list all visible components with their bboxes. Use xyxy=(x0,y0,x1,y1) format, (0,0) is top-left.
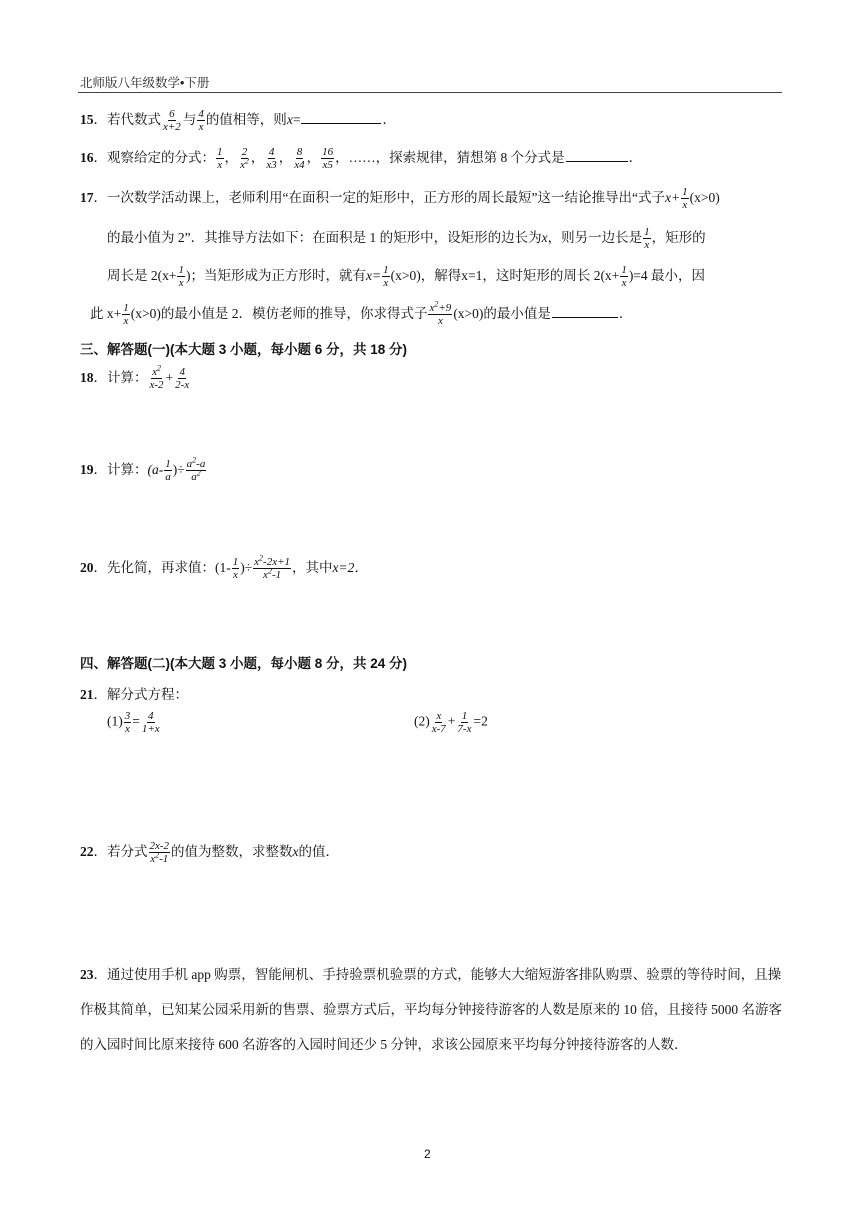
section-4-title: 四、解答题(二)(本大题 3 小题，每小题 8 分，共 24 分) xyxy=(80,656,408,671)
q17-text: (x>0)的最小值是 2．模仿老师的推导，你求得式子 xyxy=(130,306,428,321)
expression: x+ xyxy=(664,190,681,205)
fraction: $\frac{x^2}{x-2}$ xyxy=(149,363,164,392)
question-number: 23 xyxy=(80,967,94,982)
question-18 xyxy=(80,363,191,392)
separator: ， xyxy=(224,150,238,165)
fraction: $\frac{1}{x}$ xyxy=(621,264,627,290)
fraction: $\frac{2x-2}{x^2-1}$ xyxy=(149,840,170,866)
q17-text: 此 x+ xyxy=(90,306,122,321)
question-number: 18 xyxy=(80,370,94,385)
fraction: $\frac{4}{1+x}$ xyxy=(141,710,160,735)
q16-prefix: ．观察给定的分式： xyxy=(93,150,215,165)
variable: x xyxy=(541,230,548,245)
q21-prefix: ．解分式方程： xyxy=(93,687,188,702)
question-16 xyxy=(80,146,642,171)
q22-prefix: ．若分式 xyxy=(93,844,148,859)
separator: ， xyxy=(306,150,321,165)
q22-text: 的值． xyxy=(298,844,340,859)
operator: )÷ xyxy=(240,560,253,575)
fraction: $\frac{x^2+9}{x}$ xyxy=(429,299,452,328)
fraction: $\frac{3}{x}$ xyxy=(124,710,131,735)
operator: = xyxy=(132,713,140,729)
answer-blank[interactable] xyxy=(552,304,618,318)
q15-connector: 与 xyxy=(182,112,197,127)
q23-text: ．通过使用手机 app 购票，智能闸机、手持验票机验票的方式，能够大大缩短游客排队购票、验票的等待时间，且操作极其简单，已知某公园采用新的售票、验票方式后，平均每分钟接待游客的人数是原来的 10 倍，且接待 5000 名游客的入园时间比原来接待 600 名游客的入园时间还少 5 分钟，求该公园原来平均每分钟接待游客的人数． xyxy=(80,967,782,1052)
q17-text: 的最小值为 2”．其推导方法如下：在面积是 1 的矩形中，设矩形的边长为 xyxy=(107,230,542,245)
fraction: $\frac{1}{x}$ xyxy=(123,302,129,328)
operator: )÷ xyxy=(172,462,185,477)
period: ． xyxy=(618,306,633,321)
q17-text: (x>0)的最小值是 xyxy=(453,306,551,321)
period: ． xyxy=(382,112,396,127)
question-23 xyxy=(80,957,782,1062)
q17-text: ，则另一边长是 xyxy=(547,230,643,245)
question-number: 19 xyxy=(80,462,94,477)
question-17-line-2 xyxy=(107,226,706,251)
fraction: $\frac{x}{x-7}$ xyxy=(431,710,446,735)
question-19 xyxy=(80,455,207,484)
fraction: $\frac{2}{x^2}$ xyxy=(240,146,249,172)
part-label: (2) xyxy=(414,713,430,729)
fraction: $\frac{1}{7-x}$ xyxy=(457,710,472,735)
period: ． xyxy=(628,150,643,165)
separator: ， xyxy=(278,150,293,165)
question-21-part-1 xyxy=(107,710,162,735)
fraction: $\frac{1}{x}$ xyxy=(232,556,239,582)
q17-text: x=1，这时矩形的周长 2(x+ xyxy=(461,268,620,283)
fraction: $\frac{1}{x}$ xyxy=(644,226,650,252)
condition: x=2． xyxy=(332,560,368,575)
expression: (a- xyxy=(147,462,164,477)
answer-blank[interactable] xyxy=(566,148,628,162)
q17-text: (x>0)，解得 xyxy=(390,268,462,283)
q18-prefix: ．计算： xyxy=(93,370,148,385)
variable: x xyxy=(286,112,293,127)
variable: x xyxy=(292,844,299,859)
q15-text: 的值相等，则 xyxy=(205,112,287,127)
fraction: $\frac{6}{x+2}$ xyxy=(163,108,181,134)
equals: = xyxy=(292,112,301,127)
fraction: $\frac{x^2-2x+1}{x^2-1}$ xyxy=(254,553,291,582)
q16-fractions xyxy=(215,146,349,172)
question-20 xyxy=(80,553,368,582)
fraction: $\frac{1}{x}$ xyxy=(178,264,184,290)
q20-prefix: ．先化简，再求值： xyxy=(93,560,215,575)
question-number: 17 xyxy=(80,190,94,205)
q19-prefix: ．计算： xyxy=(93,462,148,477)
operator: + xyxy=(447,713,456,729)
question-21 xyxy=(80,683,188,703)
fraction: $\frac{1}{x}$ xyxy=(383,264,389,290)
part-label: (1) xyxy=(107,713,123,729)
question-number: 15 xyxy=(80,112,94,127)
q17-text: 周长是 2(x+ xyxy=(107,268,177,283)
fraction: $\frac{16}{x5}$ xyxy=(322,146,334,172)
operator: + xyxy=(165,370,174,385)
q22-text: 的值为整数，求整数 xyxy=(171,844,293,859)
fraction: $\frac{1}{x}$ xyxy=(217,146,223,172)
separator: ， xyxy=(335,150,349,165)
question-number: 16 xyxy=(80,150,94,165)
q20-text: ，其中 xyxy=(292,560,333,575)
q15-prefix: ．若代数式 xyxy=(93,112,161,127)
expression: (1- xyxy=(215,560,231,575)
q17-text: ，矩形的 xyxy=(651,230,706,245)
q17-text: )；当矩形成为正方形时，就有 xyxy=(185,268,366,283)
header-rule xyxy=(78,92,782,93)
question-number: 20 xyxy=(80,560,94,575)
question-21-part-2 xyxy=(414,710,488,735)
q16-text: ……，探索规律，猜想第 8 个分式是 xyxy=(348,150,565,165)
question-15 xyxy=(80,108,396,133)
q17-text: ．一次数学活动课上，老师利用“在面积一定的矩形中，正方形的周长最短”这一结论推导出“式子 xyxy=(93,190,665,205)
question-17-line-3 xyxy=(107,264,705,289)
fraction: $\frac{8}{x4}$ xyxy=(294,146,305,172)
condition: (x>0) xyxy=(689,190,720,205)
question-22 xyxy=(80,840,339,865)
fraction: $\frac{4}{2-x}$ xyxy=(175,366,190,392)
fraction: $\frac{a^2-a}{a^2}$ xyxy=(186,455,206,484)
answer-blank[interactable] xyxy=(301,110,381,124)
question-number: 22 xyxy=(80,844,94,859)
separator: ， xyxy=(250,150,265,165)
fraction: $\frac{1}{a}$ xyxy=(165,458,171,484)
fraction: $\frac{4}{x3}$ xyxy=(266,146,277,172)
expression: x= xyxy=(365,268,382,283)
operator: =2 xyxy=(473,713,488,729)
page-header-title: 北师版八年级数学•下册 xyxy=(80,76,210,90)
question-number: 21 xyxy=(80,687,94,702)
section-3-title: 三、解答题(一)(本大题 3 小题，每小题 6 分，共 18 分) xyxy=(80,342,408,357)
fraction: $\frac{4}{x}$ xyxy=(198,108,204,134)
question-17-line-4 xyxy=(90,299,633,328)
fraction: $\frac{1}{x}$ xyxy=(682,186,688,212)
question-17-line-1 xyxy=(80,186,720,211)
page-number: 2 xyxy=(424,1147,431,1161)
q17-text: )=4 最小，因 xyxy=(628,268,706,283)
